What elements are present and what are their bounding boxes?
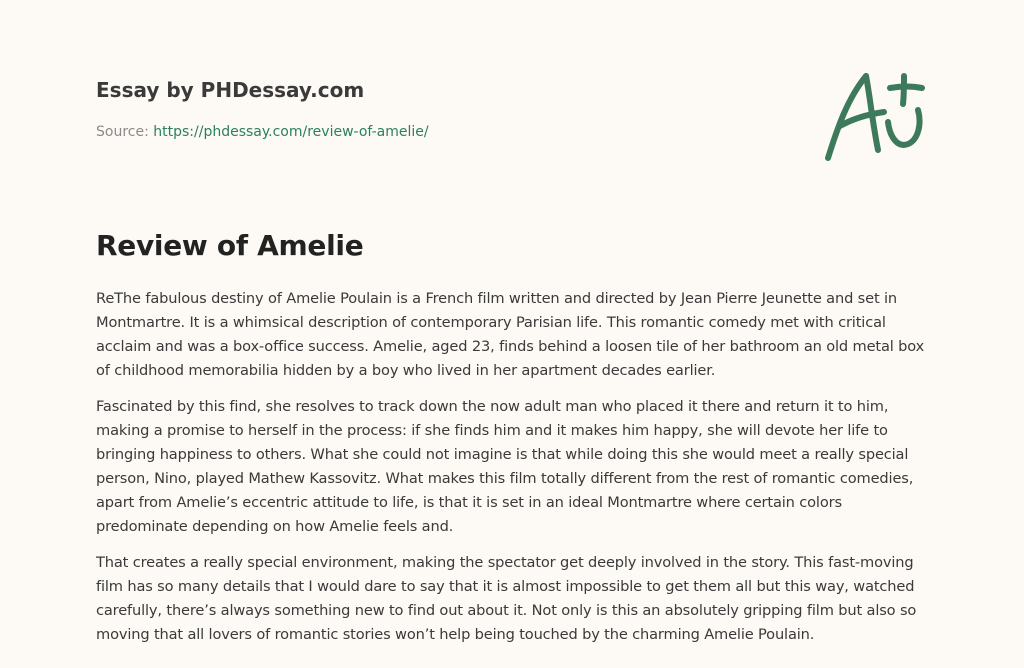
source-label: Source: bbox=[96, 124, 154, 140]
a-plus-logo-icon bbox=[818, 64, 938, 168]
article-paragraph: That creates a really special environment, making the spectator get deeply involved in the story. This fast-moving film has so many details that I would dare to say that it is almost impossible to get them all but this way, watched carefully, there’s always something new to find out about it. Not only is this an absolutely gripping film but also so moving that all lovers of romantic stories won’t help being touched by the charming Amelie Poulain. bbox=[96, 554, 917, 643]
article-title: Review of Amelie bbox=[96, 229, 364, 262]
source-line bbox=[96, 122, 796, 142]
source-link[interactable]: https://phdessay.com/review-of-amelie/ bbox=[153, 124, 429, 140]
site-title: Essay by PHDessay.com bbox=[96, 78, 365, 102]
article-paragraph: ReThe fabulous destiny of Amelie Poulain is a French film written and directed by Jean Pierre Jeunette and set in Montmartre. It is a whimsical description of contemporary Parisian life. This romantic comedy met with critical acclaim and was a box-office success. Amelie, aged 23, finds behind a loosen tile of her bathroom an old metal box of childhood memorabilia hidden by a boy who lived in her apartment decades earlier. bbox=[96, 290, 925, 379]
page-header bbox=[96, 76, 796, 142]
article-paragraph: Fascinated by this find, she resolves to track down the now adult man who placed it there and return it to him, making a promise to herself in the process: if she finds him and it makes him happy, she will devote her life to bringing happiness to others. What she could not imagine is that while doing this she would meet a really special person, Nino, played Mathew Kassovitz. What makes this film totally different from the rest of romantic comedies, apart from Amelie’s eccentric attitude to life, is that it is set in an ideal Montmartre where certain colors predominate depending on how Amelie feels and. bbox=[96, 398, 914, 535]
article bbox=[96, 226, 932, 659]
